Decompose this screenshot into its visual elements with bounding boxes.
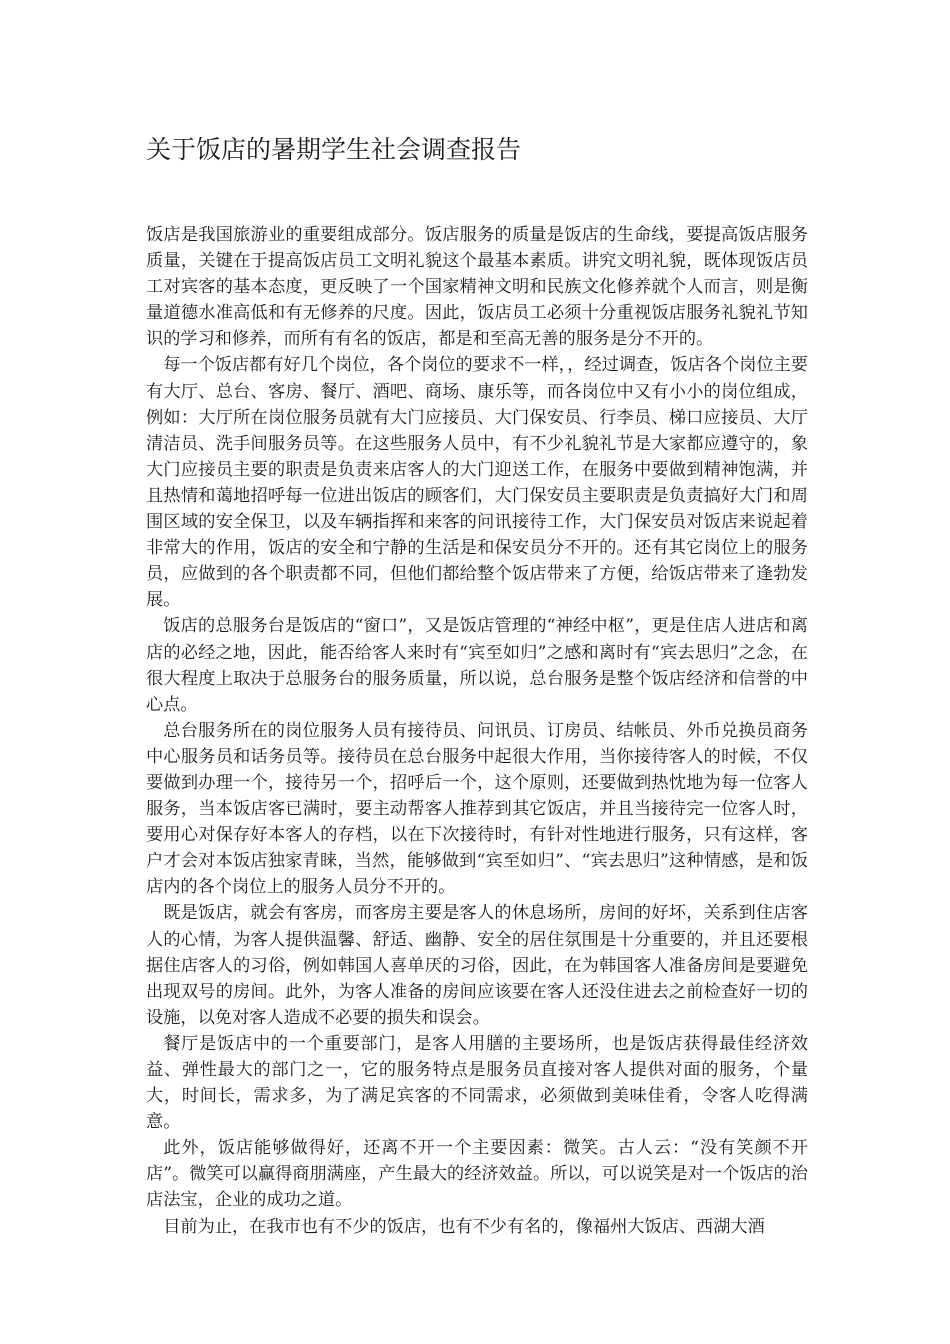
paragraph-local-hotels: 目前为止，在我市也有不少的饭店，也有不少有名的，像福州大饭店、西湖大酒 (163, 1216, 765, 1237)
document-title: 关于饭店的暑期学生社会调查报告 (146, 135, 522, 164)
paragraph-guest-rooms: 既是饭店，就会有客房，而客房主要是客人的休息场所，房间的好坏，关系到住店客人的心情，为客人提供温馨、舒适、幽静、安全的居住氛围是十分重要的，并且还要根据住店客人的习俗，例如韩国人喜单厌的习俗，因此，在为韩国客人准备房间是要避免出现双号的房间。此外，为客人准备的房间应该要在客人还没住进去之前检查好一切的设施，以免对客人造成不必要的损失和误会。 (146, 903, 808, 1028)
paragraph-positions: 每一个饭店都有好几个岗位，各个岗位的要求不一样，，经过调查，饭店各个岗位主要有大厅、总台、客房、餐厅、酒吧、商场、康乐等，而各岗位中又有小小的岗位组成，例如：大厅所在岗位服务员就有大门应接员、大门保安员、行李员、梯口应接员、大厅清洁员、洗手间服务员等。在这些服务人员中，有不少礼貌礼节是大家都应遵守的，象大门应接员主要的职责是负责来店客人的大门迎送工作，在服务中要做到精神饱满，并且热情和蔼地招呼每一位进出饭店的顾客们，大门保安员主要职责是负责搞好大门和周围区域的安全保卫，以及车辆指挥和来客的问讯接待工作，大门保安员对饭店来说起着非常大的作用，饭店的安全和宁静的生活是和保安员分不开的。还有其它岗位上的服务员，应做到的各个职责都不同，但他们都给整个饭店带来了方便，给饭店带来了逢勃发展。 (146, 355, 808, 611)
paragraph-smile: 此外，饭店能够做得好，还离不开一个主要因素：微笑。古人云：“没有笑颜不开店”。微笑可以赢得商朋满座，产生最大的经济效益。所以，可以说笑是对一个饭店的治店法宝，企业的成功之道。 (146, 1138, 808, 1211)
paragraph-intro: 饭店是我国旅游业的重要组成部分。饭店服务的质量是饭店的生命线，要提高饭店服务质量，关键在于提高饭店员工文明礼貌这个最基本素质。讲究文明礼貌，既体现饭店员工对宾客的基本态度，更反映了一个国家精神文明和民族文化修养就个人而言，则是衡量道德水准高低和有无修养的尺度。因此，饭店员工必须十分重视饭店服务礼貌礼节知识的学习和修养，而所有有名的饭店，都是和至高无善的服务是分不开的。 (146, 225, 808, 350)
paragraph-restaurant: 餐厅是饭店中的一个重要部门，是客人用膳的主要场所，也是饭店获得最佳经济效益、弹性最大的部门之一，它的服务特点是服务员直接对客人提供对面的服务，个量大，时间长，需求多，为了满足宾客的不同需求，必须做到美味佳肴，令客人吃得满意。 (146, 1033, 808, 1133)
paragraph-front-desk: 饭店的总服务台是饭店的“窗口”，又是饭店管理的“神经中枢”，更是住店人进店和离店的必经之地，因此，能否给客人来时有“宾至如归”之感和离时有“宾去思归”之念，在很大程度上取决于总服务台的服务质量，所以说，总台服务是整个饭店经济和信誉的中心点。 (146, 616, 808, 715)
document-body (146, 222, 808, 1240)
paragraph-front-desk-staff: 总台服务所在的岗位服务人员有接待员、问讯员、订房员、结帐员、外币兑换员商务中心服务员和话务员等。接待员在总台服务中起很大作用，当你接待客人的时候，不仅要做到办理一个，接待另一个，招呼后一个，这个原则，还要做到热忱地为每一位客人服务，当本饭店客已满时，要主动帮客人推荐到其它饭店，并且当接待完一位客人时，要用心对保存好本客人的存档，以在下次接待时，有针对性地进行服务，只有这样，客户才会对本饭店独家青睐，当然，能够做到“宾至如归”、“宾去思归”这种情感，是和饭店内的各个岗位上的服务人员分不开的。 (146, 720, 808, 898)
